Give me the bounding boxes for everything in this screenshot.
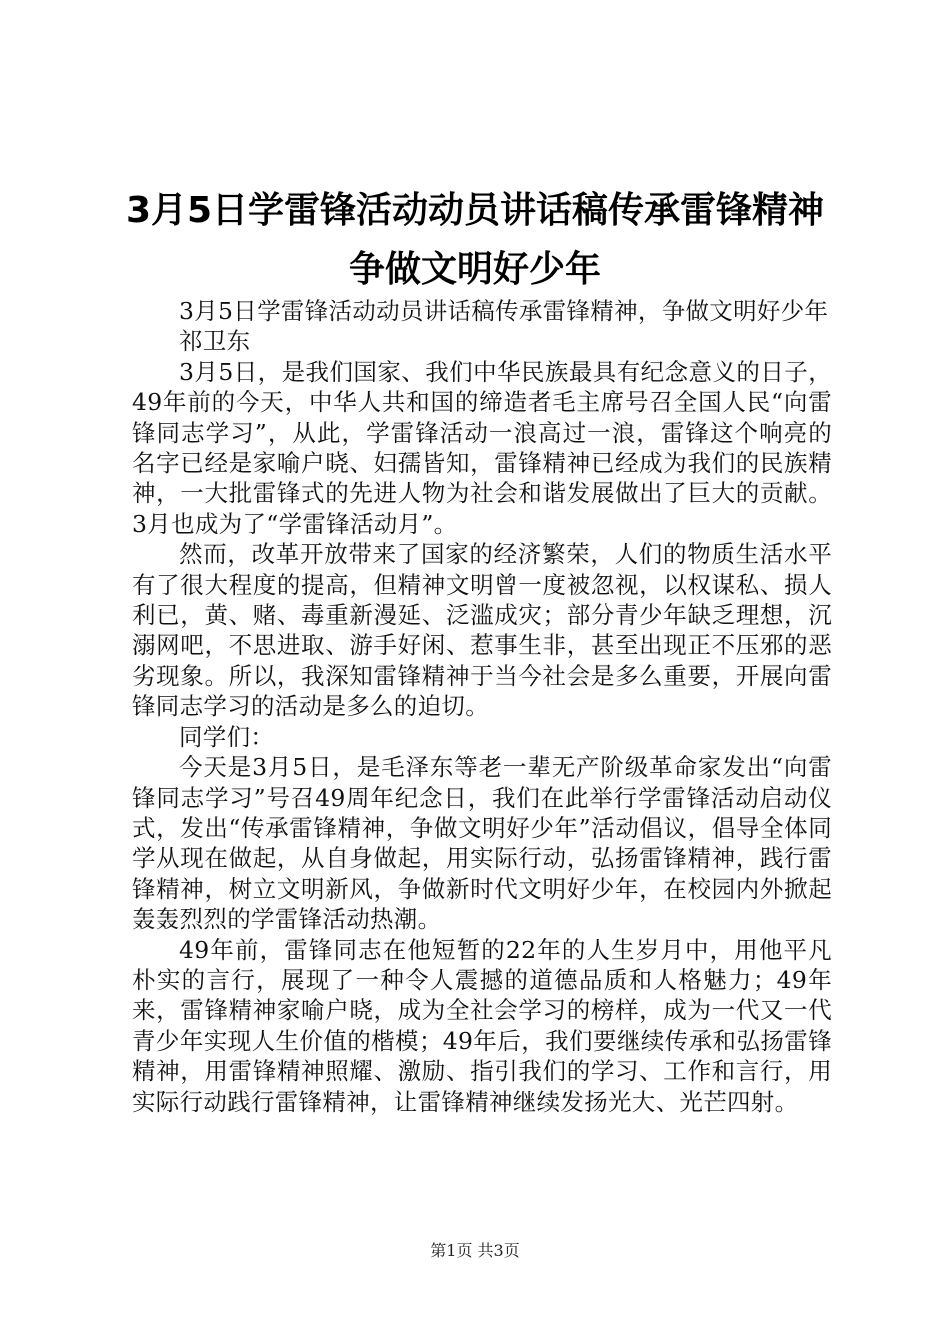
document-title-line-1: 3月5日学雷锋活动动员讲话稿传承雷锋精神 — [125, 190, 825, 231]
body-paragraph: 49年前，雷锋同志在他短暂的22年的人生岁月中，用他平凡朴实的言行，展现了一种令人震撼的道德品质和人格魅力；49年来，雷锋精神家喻户晓，成为全社会学习的榜样，成为一代又一代青少年实现人生价值的楷模；49年后，我们要继续传承和弘扬雷锋精神，用雷锋精神照耀、激励、指引我们的学习、工作和言行，用实际行动践行雷锋精神，让雷锋精神继续发扬光大、光芒四射。 — [132, 935, 832, 1116]
body-paragraph: 3月5日，是我们国家、我们中华民族最具有纪念意义的日子，49年前的今天，中华人共和国的缔造者毛主席号召全国人民“向雷锋同志学习”，从此，学雷锋活动一浪高过一浪，雷锋这个响亮的名字已经是家喻户晓、妇孺皆知，雷锋精神已经成为我们的民族精神，一大批雷锋式的先进人物为社会和谐发展做出了巨大的贡献。3月也成为了“学雷锋活动月”。 — [132, 357, 832, 538]
body-paragraph-author: 祁卫东 — [179, 327, 251, 356]
document-body — [132, 296, 832, 1117]
body-paragraph: 今天是3月5日，是毛泽东等老一辈无产阶级革命家发出“向雷锋同志学习”号召49周年纪念日，我们在此举行学雷锋活动启动仪式，发出“传承雷锋精神，争做文明好少年”活动倡议，倡导全体同学从现在做起，从自身做起，用实际行动，弘扬雷锋精神，践行雷锋精神，树立文明新风，争做新时代文明好少年，在校园内外掀起轰轰烈烈的学雷锋活动热潮。 — [132, 753, 832, 934]
body-paragraph: 然而，改革开放带来了国家的经济繁荣，人们的物质生活水平有了很大程度的提高，但精神文明曾一度被忽视，以权谋私、损人利已，黄、赌、毒重新漫延、泛滥成灾；部分青少年缺乏理想，沉溺网吧，不思进取、游手好闲、惹事生非，甚至出现正不压邪的恶劣现象。所以，我深知雷锋精神于当今社会是多么重要，开展向雷锋同志学习的活动是多么的迫切。 — [132, 540, 832, 721]
page-footer: 第1页 共3页 — [430, 1241, 520, 1260]
body-paragraph-salutation: 同学们： — [179, 722, 275, 751]
body-paragraph-subtitle: 3月5日学雷锋活动动员讲话稿传承雷锋精神，争做文明好少年 — [179, 297, 829, 325]
document-title-line-2: 争做文明好少年 — [348, 249, 601, 290]
